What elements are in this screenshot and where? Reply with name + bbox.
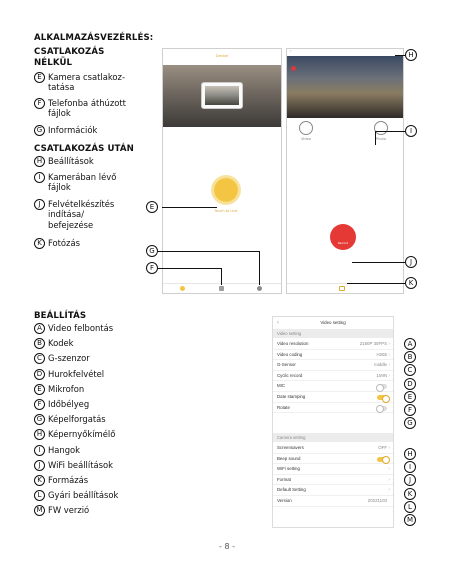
badge-i: I (34, 172, 45, 183)
phone-device-image (201, 82, 243, 109)
callout-e: E (146, 201, 158, 213)
connect-camera-button[interactable] (211, 175, 241, 205)
setting-row[interactable] (273, 475, 393, 486)
after-connection-title: CSATLAKOZÁS UTÁN (34, 144, 134, 154)
setting-row[interactable] (273, 464, 393, 475)
callout-b: B (404, 351, 416, 363)
badge-j: J (34, 199, 45, 210)
item-text: Kodek (48, 338, 74, 349)
setting-label: Default Setting (277, 487, 306, 493)
toggle-switch[interactable] (377, 406, 387, 411)
chevron-right-icon: › (388, 487, 390, 494)
item-text: Információk (48, 125, 98, 135)
list-item (34, 399, 89, 410)
chevron-right-icon: › (388, 341, 390, 347)
badge-i: I (34, 445, 45, 456)
banner-image (163, 65, 282, 127)
list-item (34, 445, 80, 456)
item-text: FW verzió (48, 505, 90, 516)
callout-j: J (405, 256, 417, 268)
toggle-switch[interactable] (377, 457, 387, 462)
section-header: Video setting (273, 329, 393, 338)
callout-k: K (405, 277, 417, 289)
item-text: G-szenzor (48, 353, 90, 364)
item-text: Formázás (48, 475, 89, 485)
callout-m: M (404, 514, 416, 526)
item-text: Felvételkészítés indítása/ befejezése (48, 199, 115, 230)
callout-d: D (404, 378, 416, 390)
photo-label: Photo (376, 137, 386, 141)
list-item (34, 475, 88, 486)
carousel-dots (217, 132, 229, 151)
video-label: Video (301, 137, 311, 141)
badge-j: J (34, 460, 45, 471)
list-item (34, 490, 118, 501)
camera-icon[interactable] (339, 286, 345, 291)
setting-value: OFF (378, 445, 387, 450)
settings-screen-title: Video setting (320, 320, 346, 325)
setting-row[interactable] (273, 403, 393, 414)
settings-screenshot (272, 316, 394, 528)
setting-row[interactable] (273, 454, 393, 465)
setting-label: Beep sound (277, 455, 301, 461)
setting-label: Video resolution (277, 341, 309, 346)
chevron-right-icon: › (388, 466, 390, 473)
list-item (34, 125, 97, 136)
badge-g: G (34, 125, 45, 136)
setting-value: H265 (376, 351, 387, 357)
bottom-tab-bar (163, 283, 281, 293)
badge-f: F (34, 399, 45, 410)
list-item (34, 353, 90, 364)
record-label: Record (337, 241, 349, 245)
setting-value: 2160P 30FPS (359, 341, 387, 346)
callout-k: K (404, 488, 416, 500)
item-text: Video felbontás (48, 323, 114, 333)
list-item (34, 323, 113, 334)
callout-h: H (405, 49, 417, 61)
phone-screenshot-connected (286, 48, 404, 294)
phone-screenshot-device (162, 48, 282, 294)
badge-d: D (34, 369, 45, 380)
setting-label: G-Sensor (277, 362, 296, 368)
home-icon[interactable] (180, 286, 185, 291)
callout-g: G (146, 245, 158, 257)
recording-dot (291, 66, 296, 71)
toggle-switch[interactable] (377, 395, 387, 400)
item-text: Mikrofon (48, 383, 85, 394)
list-item (34, 338, 74, 349)
callout-h: H (404, 448, 416, 460)
list-item (34, 460, 113, 471)
setting-label: Video coding (277, 351, 303, 357)
item-text: Hurokfelvétel (48, 368, 105, 379)
setting-row[interactable] (273, 496, 393, 507)
bottom-bar (287, 283, 403, 293)
list-item (34, 429, 115, 440)
chevron-right-icon: › (388, 445, 390, 451)
connect-label: Touch to Link (214, 209, 238, 213)
settings-title: BEÁLLÍTÁS (34, 311, 87, 321)
badge-b: B (34, 338, 45, 349)
callout-a: A (404, 338, 416, 350)
item-text: WiFi beállítások (48, 459, 113, 470)
chevron-right-icon: › (388, 351, 390, 358)
callout-i: I (405, 125, 417, 137)
setting-value: 1MIN (376, 372, 387, 378)
item-text: Képelforgatás (48, 414, 106, 425)
badge-g: G (34, 414, 45, 425)
list-item (34, 384, 84, 395)
badge-m: M (34, 505, 45, 516)
no-connection-title: CSATLAKOZÁS NÉLKÜL (34, 47, 105, 68)
setting-label: Cyclic record (277, 372, 303, 378)
item-text: Időbélyeg (48, 399, 90, 409)
list-item (34, 156, 94, 167)
badge-h: H (34, 429, 45, 440)
page-number: - 8 - (219, 542, 235, 551)
setting-row[interactable] (273, 443, 393, 454)
setting-row[interactable] (273, 371, 393, 382)
badge-f: F (34, 98, 45, 109)
item-text: Képernyőkímélő (48, 429, 116, 440)
item-text: Hangok (48, 444, 81, 455)
setting-value: middle (374, 362, 387, 368)
badge-l: L (34, 490, 45, 501)
setting-row[interactable] (273, 360, 393, 371)
callout-l: L (404, 501, 416, 513)
item-text: Gyári beállítások (48, 490, 119, 501)
setting-label: Format (277, 476, 291, 482)
setting-label: Rotate (277, 404, 290, 410)
badge-e: E (34, 72, 45, 83)
setting-label: Version (277, 498, 292, 503)
setting-row[interactable] (273, 350, 393, 361)
setting-label: Screensavers (277, 445, 304, 450)
section-header: Camera setting (273, 433, 393, 442)
photo-files-button[interactable] (374, 121, 388, 135)
setting-label: WiFi setting (277, 466, 300, 472)
badge-c: C (34, 353, 45, 364)
callout-e: E (404, 391, 416, 403)
list-item (34, 414, 106, 425)
item-text: Telefonba áthúzott fájlok (48, 98, 126, 119)
badge-k: K (34, 475, 45, 486)
setting-value: 20221103 (367, 498, 387, 503)
list-item (34, 172, 116, 193)
callout-g: G (404, 417, 416, 429)
chevron-right-icon: › (388, 476, 390, 483)
callout-f: F (146, 262, 158, 274)
list-item (34, 505, 89, 516)
setting-label: MIC (277, 383, 286, 389)
callout-c: C (404, 364, 416, 376)
device-title: Device (215, 53, 229, 58)
item-text: Beállítások (48, 156, 94, 166)
record-button[interactable] (330, 224, 356, 250)
setting-row[interactable] (273, 392, 393, 403)
list-item (34, 72, 125, 93)
callout-j: J (404, 474, 416, 486)
callout-i: I (404, 461, 416, 473)
back-icon[interactable]: ‹ (277, 320, 279, 326)
callout-f: F (404, 404, 416, 416)
badge-k: K (34, 238, 45, 249)
info-icon[interactable] (257, 286, 262, 291)
item-text: Kamerában lévő fájlok (48, 172, 117, 193)
list-item (34, 98, 126, 119)
setting-label: Date stamping (277, 394, 306, 399)
video-files-button[interactable] (299, 121, 313, 135)
setting-row[interactable] (273, 485, 393, 496)
setting-row[interactable] (273, 339, 393, 350)
list-item (34, 238, 80, 249)
item-text: Fotózás (48, 238, 80, 248)
badge-a: A (34, 323, 45, 334)
chevron-right-icon: › (388, 372, 390, 379)
files-icon[interactable] (219, 286, 224, 291)
app-control-title: ALKALMAZÁSVEZÉRLÉS: (34, 33, 154, 43)
chevron-right-icon: › (388, 362, 390, 369)
setting-row[interactable] (273, 381, 393, 392)
list-item (34, 369, 104, 380)
live-preview (287, 56, 404, 118)
badge-e: E (34, 384, 45, 395)
badge-h: H (34, 156, 45, 167)
toggle-switch[interactable] (377, 384, 387, 389)
list-item (34, 199, 114, 230)
item-text: Kamera csatlakoz- tatása (48, 72, 125, 93)
status-bar: ‹ (290, 49, 292, 53)
